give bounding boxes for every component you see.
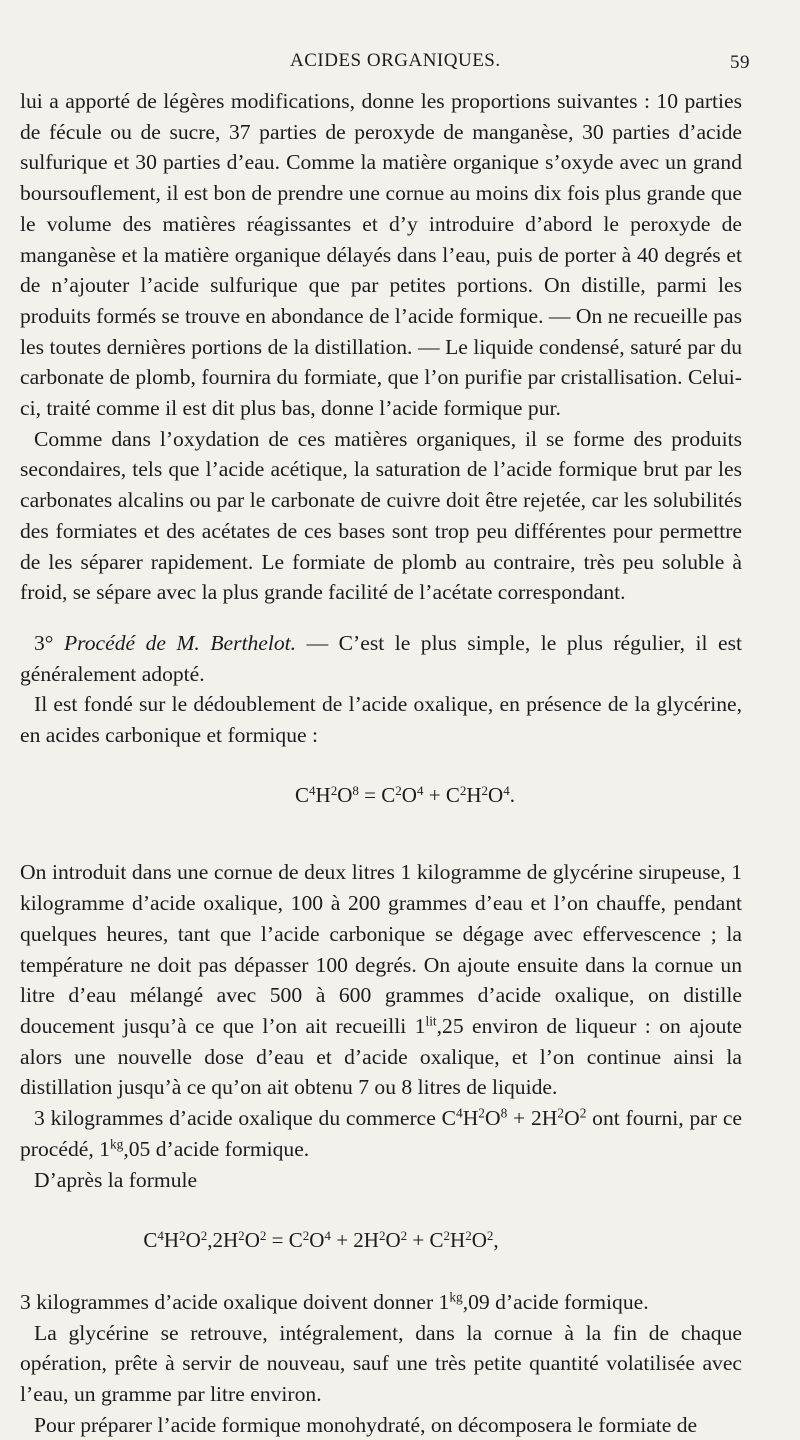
page-body [20, 86, 742, 1440]
formula-decomposition: $C^4H^2O^8 = C^2O^4 + C^2H^2O^4$. [295, 782, 515, 807]
page-number: 59 [730, 52, 750, 73]
paragraph-3kg: 3 kilogrammes d’acide oxalique du commerce $C^4H^2O^8 + 2H^2O^2$ ont fourni, par ce procédé, $1^{kg},05$ d’acide formique. [20, 1105, 742, 1161]
paragraph-glycerine: La glycérine se retrouve, intégralement, dans la cornue à la fin de chaque opération, prête à servir de nouveau, sauf une très petite quantité volatilisée avec l’eau, un gramme par litre environ. [20, 1320, 742, 1407]
formula-hydrate: $C^4H^2O^2,2H^2O^2 = C^2O^4 + 2H^2O^2 + C^2H^2O^2$, [143, 1228, 499, 1253]
paragraph-preparer: Pour préparer l’acide formique monohydraté, on décomposera le formiate de [34, 1412, 698, 1437]
paragraph-procede [20, 628, 742, 689]
spacer [20, 608, 742, 628]
procede-number: 3° [34, 630, 54, 655]
running-header [20, 46, 750, 76]
paragraph-1: lui a apporté de légères modifications, donne les proportions suivantes : 10 parties de fécule ou de sucre, 37 parties de peroxyde de manganèse, 30 parties d’acide sulfurique et 30 parties d’eau. Comme la matière organique s’oxyde avec un grand boursouflement, il est bon de prendre une cornue au moins dix fois plus grande que le volume des matières réagissantes et d’y introduire d’abord le peroxyde de manganèse et la matière organique délayés dans l’eau, puis de porter à 40 degrés et de n’ajouter l’acide sulfurique que par petites portions. On distille, parmi les produits formés se trouve en abondance de l’acide formique. — On ne recueille pas les toutes dernières portions de la distillation. — Le liquide condensé, saturé par du carbonate de plomb, fournira du formiate, que l’on purifie par cristallisation. Celui-ci, traité comme il est dit plus bas, donne l’acide formique pur. [20, 89, 742, 421]
procede-text: — C’est le plus simple, le plus régulier, il est généralement adopté. [20, 630, 742, 686]
procede-title: Procédé de M. Berthelot. [63, 630, 297, 655]
paragraph-2: Comme dans l’oxydation de ces matières organiques, il se forme des produits secondaires, tels que l’acide acétique, la saturation de l’acide formique brut par les carbonates alcalins ou par le carbonate de cuivre doit être rejetée, car les solubilités des formiates et des acétates de ces bases sont trop peu différentes pour permettre de les séparer rapidement. Le formiate de plomb au contraire, très peu soluble à froid, se sépare avec la plus grande facilité de l’acétate correspondant. [20, 426, 742, 605]
paragraph-introduit: On introduit dans une cornue de deux litres 1 kilogramme de glycérine sirupeuse, 1 kilogramme d’acide oxalique, 100 à 200 grammes d’eau et l’on chauffe, pendant quelques heures, tant que l’acide carbonique se dégage avec effervescence ; la température ne doit pas dépasser 100 degrés. On ajoute ensuite dans la cornue un litre d’eau mélangé avec 500 à 600 grammes d’acide oxalique, on distille doucement jusqu’à ce que l’on ait recueilli $1^{lit},25$ environ de liqueur : on ajoute alors une nouvelle dose d’eau et d’acide oxalique, et l’on continue ainsi la distillation jusqu’à ce qu’on ait obtenu 7 ou 8 litres de liquide. [20, 860, 743, 1100]
formula-inline: $C^4H^2O^8 + 2H^2O^2$ [441, 1105, 587, 1131]
paragraph-fonde: Il est fondé sur le dédoublement de l’acide oxalique, en présence de la glycérine, en acides carbonique et formique : [20, 692, 742, 748]
paragraph-dapres: D’après la formule [34, 1167, 198, 1192]
paragraph-doivent: 3 kilogrammes d’acide oxalique doivent donner $1^{kg},09$ d’acide formique. [20, 1289, 649, 1314]
running-title: ACIDES ORGANIQUES. [290, 50, 501, 71]
